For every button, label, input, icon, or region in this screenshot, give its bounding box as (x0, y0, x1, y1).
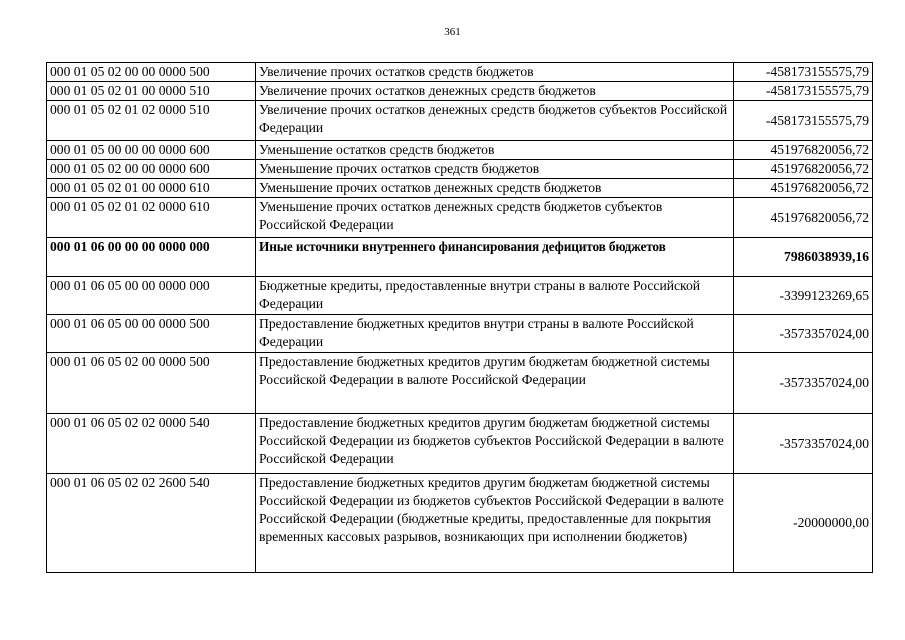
table-row-group-total (47, 238, 873, 277)
row-description: Уменьшение прочих остатков средств бюджетов (256, 160, 734, 179)
classification-code: 000 01 06 00 00 00 0000 000 (47, 238, 256, 277)
table-row (47, 277, 873, 315)
row-description: Предоставление бюджетных кредитов внутри страны в валюте Российской Федерации (256, 315, 734, 353)
classification-code: 000 01 05 02 01 02 0000 610 (47, 198, 256, 238)
row-amount: -458173155575,79 (734, 82, 873, 101)
row-amount: -3399123269,65 (734, 277, 873, 315)
row-description: Увеличение прочих остатков денежных средств бюджетов субъектов Российской Федерации (256, 101, 734, 141)
row-description: Бюджетные кредиты, предоставленные внутри страны в валюте Российской Федерации (256, 277, 734, 315)
row-amount: -458173155575,79 (734, 63, 873, 82)
table-row (47, 474, 873, 573)
row-description: Предоставление бюджетных кредитов другим бюджетам бюджетной системы Российской Федерации в валюте Российской Федерации (256, 353, 734, 414)
table-row (47, 315, 873, 353)
row-description: Увеличение прочих остатков средств бюджетов (256, 63, 734, 82)
classification-code: 000 01 05 02 01 00 0000 510 (47, 82, 256, 101)
row-description: Иные источники внутреннего финансирования дефицитов бюджетов (256, 238, 734, 277)
row-description: Увеличение прочих остатков денежных средств бюджетов (256, 82, 734, 101)
table-row (47, 141, 873, 160)
table-row (47, 82, 873, 101)
row-description: Уменьшение прочих остатков денежных средств бюджетов (256, 179, 734, 198)
table-row (47, 353, 873, 414)
table-row (47, 414, 873, 474)
row-description: Уменьшение прочих остатков денежных средств бюджетов субъектов Российской Федерации (256, 198, 734, 238)
classification-code: 000 01 06 05 00 00 0000 500 (47, 315, 256, 353)
table-row (47, 179, 873, 198)
row-amount: 451976820056,72 (734, 198, 873, 238)
table-row (47, 198, 873, 238)
classification-code: 000 01 05 02 01 02 0000 510 (47, 101, 256, 141)
row-amount: -3573357024,00 (734, 315, 873, 353)
row-amount: -20000000,00 (734, 474, 873, 573)
page-number: 361 (444, 26, 461, 38)
row-amount: 451976820056,72 (734, 160, 873, 179)
classification-code: 000 01 05 02 00 00 0000 500 (47, 63, 256, 82)
row-description: Предоставление бюджетных кредитов другим бюджетам бюджетной системы Российской Федерации из бюджетов субъектов Российской Федерации в валюте Российской Федерации (256, 414, 734, 474)
classification-code: 000 01 05 00 00 00 0000 600 (47, 141, 256, 160)
classification-code: 000 01 06 05 02 00 0000 500 (47, 353, 256, 414)
row-amount: 451976820056,72 (734, 179, 873, 198)
row-description: Уменьшение остатков средств бюджетов (256, 141, 734, 160)
classification-code: 000 01 06 05 02 02 0000 540 (47, 414, 256, 474)
classification-code: 000 01 05 02 01 00 0000 610 (47, 179, 256, 198)
row-description: Предоставление бюджетных кредитов другим бюджетам бюджетной системы Российской Федерации из бюджетов субъектов Российской Федерации в валюте Российской Федерации (бюджетные кредиты, предоставленные для покрытия временных кассовых разрывов, возникающих при исполнении бюджетов) (256, 474, 734, 573)
row-amount: -3573357024,00 (734, 353, 873, 414)
table-row (47, 63, 873, 82)
row-amount: 451976820056,72 (734, 141, 873, 160)
table-row (47, 160, 873, 179)
row-amount: 7986038939,16 (734, 238, 873, 277)
row-amount: -458173155575,79 (734, 101, 873, 141)
classification-code: 000 01 06 05 02 02 2600 540 (47, 474, 256, 573)
classification-code: 000 01 06 05 00 00 0000 000 (47, 277, 256, 315)
table-row (47, 101, 873, 141)
row-amount: -3573357024,00 (734, 414, 873, 474)
classification-code: 000 01 05 02 00 00 0000 600 (47, 160, 256, 179)
budget-sources-table (46, 62, 873, 573)
